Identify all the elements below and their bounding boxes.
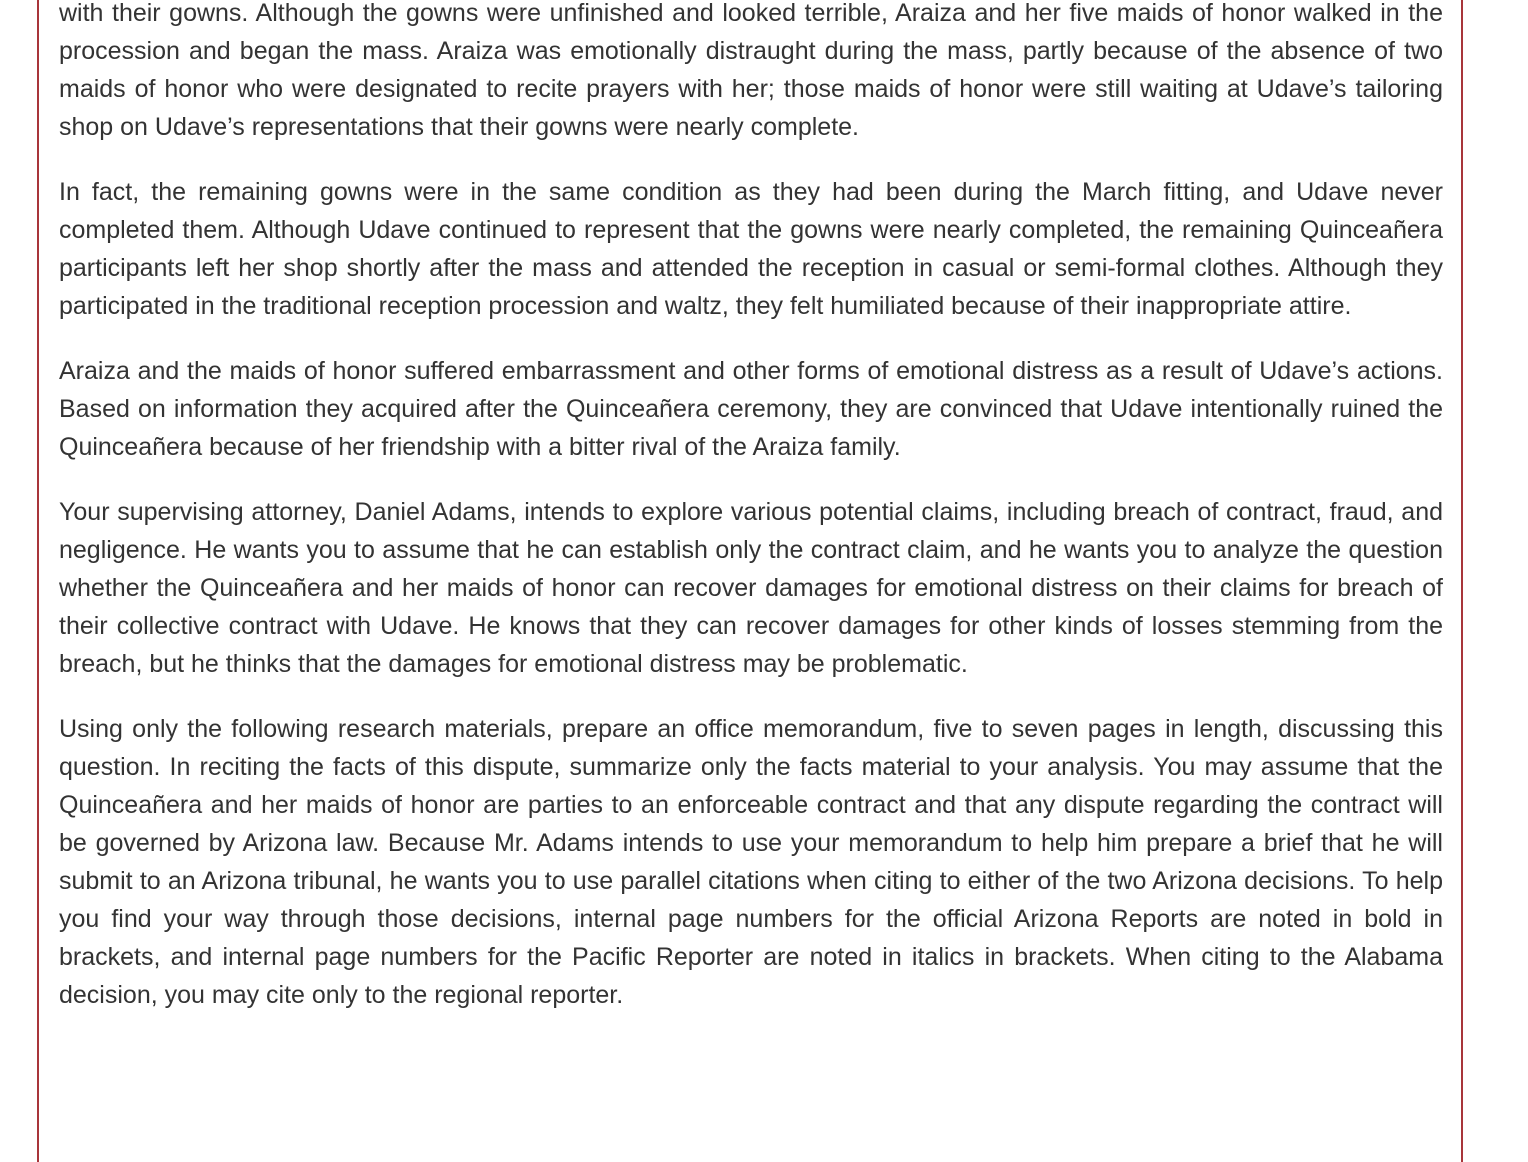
document-body: [59, 0, 1443, 1041]
paragraph-emotional-distress: Araiza and the maids of honor suffered embarrassment and other forms of emotional distress as a result of Udave’s actions. Based on information they acquired after the Quinceañera ceremony, they are convinced that Udave intentionally ruined the Quinceañera because of her friendship with a bitter rival of the Araiza family.: [59, 357, 1443, 461]
paragraph-gowns-procession: with their gowns. Although the gowns were unfinished and looked terrible, Araiza and her five maids of honor walked in the procession and began the mass. Araiza was emotionally distraught during the mass, partly because of the absence of two maids of honor who were designated to recite prayers with her; those maids of honor were still waiting at Udave’s tailoring shop on Udave’s representations that their gowns were nearly complete.: [59, 0, 1443, 141]
paragraph-supervising-attorney: Your supervising attorney, Daniel Adams, intends to explore various potential claims, including breach of contract, fraud, and negligence. He wants you to assume that he can establish only the contract claim, and he wants you to analyze the question whether the Quinceañera and her maids of honor can recover damages for emotional distress on their claims for breach of their collective contract with Udave. He knows that they can recover damages for other kinds of losses stemming from the breach, but he thinks that the damages for emotional distress may be problematic.: [59, 498, 1443, 678]
paragraph-remaining-gowns: In fact, the remaining gowns were in the same condition as they had been during the March fitting, and Udave never completed them. Although Udave continued to represent that the gowns were nearly completed, the remaining Quinceañera participants left her shop shortly after the mass and attended the reception in casual or semi-formal clothes. Although they participated in the traditional reception procession and waltz, they felt humiliated because of their inappropriate attire.: [59, 178, 1443, 320]
paragraph-memorandum-instructions: Using only the following research materials, prepare an office memorandum, five to seven pages in length, discussing this question. In reciting the facts of this dispute, summarize only the facts material to your analysis. You may assume that the Quinceañera and her maids of honor are parties to an enforceable contract and that any dispute regarding the contract will be governed by Arizona law. Because Mr. Adams intends to use your memorandum to help him prepare a brief that he will submit to an Arizona tribunal, he wants you to use parallel citations when citing to either of the two Arizona decisions. To help you find your way through those decisions, internal page numbers for the official Arizona Reports are noted in bold in brackets, and internal page numbers for the Pacific Reporter are noted in italics in brackets. When citing to the Alabama decision, you may cite only to the regional reporter.: [59, 715, 1443, 1009]
